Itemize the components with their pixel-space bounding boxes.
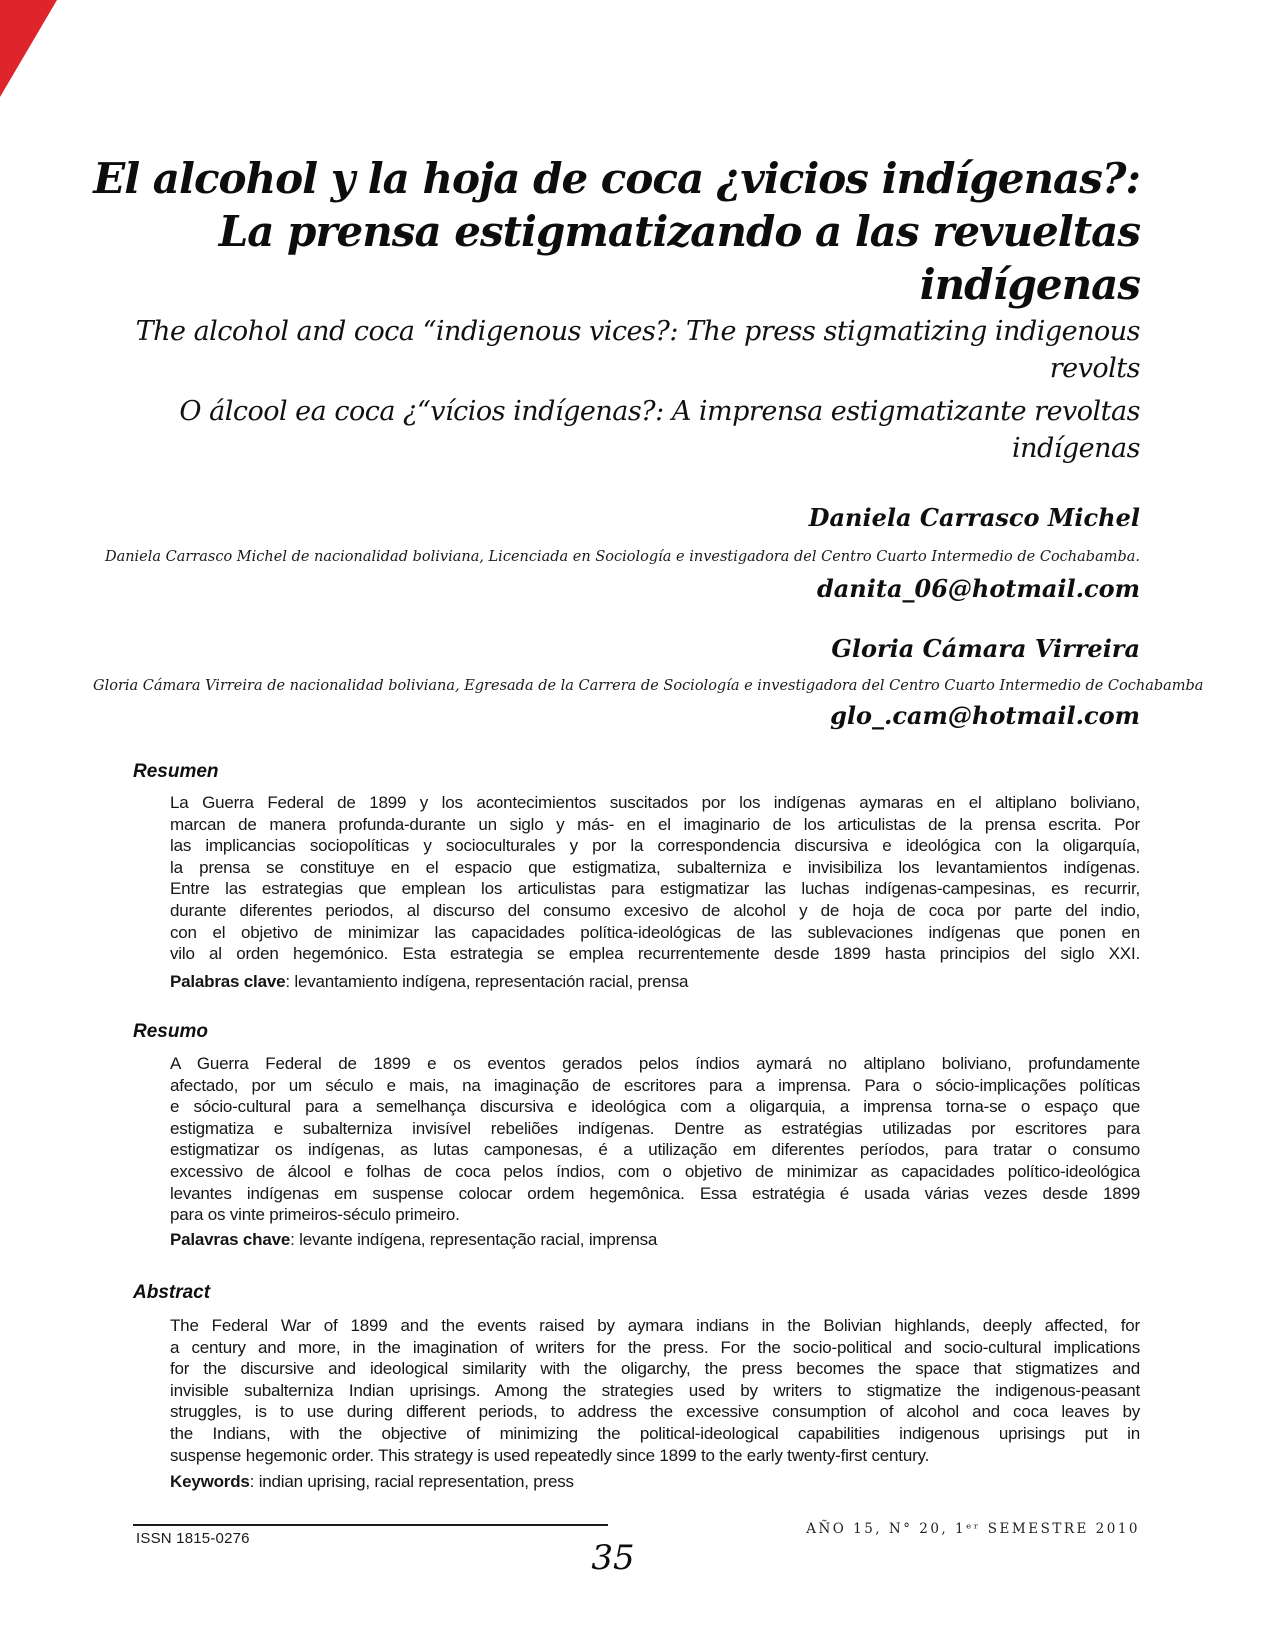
page-number: 35 (591, 1538, 635, 1578)
section-heading-abstract: Abstract (133, 1282, 211, 1303)
resumo-keywords (170, 1230, 1140, 1250)
issue-info: AÑO 15, N° 20, 1ᵉʳ SEMESTRE 2010 (806, 1521, 1140, 1537)
author-name-1: Daniela Carrasco Michel (808, 503, 1140, 532)
resumen-keywords-values: : levantamiento indígena, representación racial, prensa (285, 972, 689, 991)
abstract-keywords-label: Keywords (170, 1472, 250, 1491)
resumen-keywords (170, 972, 1140, 992)
section-heading-resumo: Resumo (133, 1021, 208, 1042)
issn-label: ISSN 1815-0276 (136, 1530, 250, 1547)
author-email-2: glo_.cam@hotmail.com (830, 701, 1140, 730)
author-bio-2: Gloria Cámara Virreira de nacionalidad boliviana, Egresada de la Carrera de Sociología e investigadora del Centro Cuarto Intermedio de Cochabamba (93, 678, 1204, 694)
resumo-paragraph: A Guerra Federal de 1899 e os eventos gerados pelos índios aymará no altiplano boliviano, profundamente afectado, por um século e mais, na imaginação de escritores para a imprensa. Para o sócio-implicações políticas e sócio-cultural para a semelhança discursiva e ideológica com a oligarquia, a imprensa torna-se o espaço que estigmatiza e subalterniza invisível rebeliões indígenas. Dentre as estratégias utilizadas por escritores para estigmatizar os indígenas, as lutas camponesas, é a utilização em diferentes períodos, para tratar o consumo excessivo de álcool e folhas de coca pelos índios, com o objetivo de minimizar as capacidades político-ideológica levantes indígenas em suspense colocar ordem hegemônica. Essa estratégia é usada várias vezes desde 1899 para os vinte primeiros-século primeiro. (170, 1054, 1140, 1225)
page-content (93, 0, 1204, 1650)
abstract-keywords (170, 1472, 1140, 1492)
abstract-keywords-values: : indian uprising, racial representation, press (249, 1472, 574, 1491)
article-title: El alcohol y la hoja de coca ¿vicios indígenas?: La prensa estigmatizando a las revueltas indígenas (93, 154, 1140, 309)
article-title-english: The alcohol and coca “indigenous vices?: The press stigmatizing indigenous revolts (135, 316, 1140, 384)
author-email-1: danita_06@hotmail.com (816, 574, 1140, 603)
page-corner-mark (0, 0, 57, 97)
section-heading-resumen: Resumen (133, 761, 219, 782)
footer-rule (133, 1524, 608, 1526)
author-bio-1: Daniela Carrasco Michel de nacionalidad boliviana, Licenciada en Sociología e investigadora del Centro Cuarto Intermedio de Cochabamba. (104, 549, 1140, 565)
resumen-keywords-label: Palabras clave (170, 972, 286, 991)
author-name-2: Gloria Cámara Virreira (831, 634, 1140, 663)
resumen-paragraph: La Guerra Federal de 1899 y los acontecimientos suscitados por los indígenas aymaras en el altiplano boliviano, marcan de manera profunda-durante un siglo y más- en el imaginario de los articulistas de la prensa escrita. Por las implicancias sociopolíticas y socioculturales y por la correspondencia discursiva e ideológica con la oligarquía, la prensa se constituye en el espacio que estigmatiza, subalterniza e invisibiliza los levantamientos indígenas. Entre las estrategias que emplean los articulistas para estigmatizar las luchas indígenas-campesinas, es recurrir, durante diferentes periodos, al discurso del consumo excesivo de alcohol y de hoja de coca por parte del indio, con el objetivo de minimizar las capacidades política-ideológicas de las sublevaciones indígenas que ponen en vilo al orden hegemónico. Esta estrategia se emplea recurrentemente desde 1899 hasta principios del siglo XXI. (170, 793, 1140, 964)
resumo-keywords-label: Palavras chave (170, 1230, 291, 1249)
article-title-portuguese: O álcool ea coca ¿“vícios indígenas?: A imprensa estigmatizante revoltas indígenas (179, 396, 1140, 464)
resumo-keywords-values: : levante indígena, representação racial, imprensa (290, 1230, 658, 1249)
abstract-paragraph: The Federal War of 1899 and the events raised by aymara indians in the Bolivian highlands, deeply affected, for a century and more, in the imagination of writers for the press. For the socio-political and socio-cultural implications for the discursive and ideological similarity with the oligarchy, the press becomes the space that stigmatizes and invisible subalterniza Indian uprisings. Among the strategies used by writers to stigmatize the indigenous-peasant struggles, is to use during different periods, to address the excessive consumption of alcohol and coca leaves by the Indians, with the objective of minimizing the political-ideological capabilities indigenous uprisings put in suspense hegemonic order. This strategy is used repeatedly since 1899 to the early twenty-first century. (170, 1316, 1140, 1465)
